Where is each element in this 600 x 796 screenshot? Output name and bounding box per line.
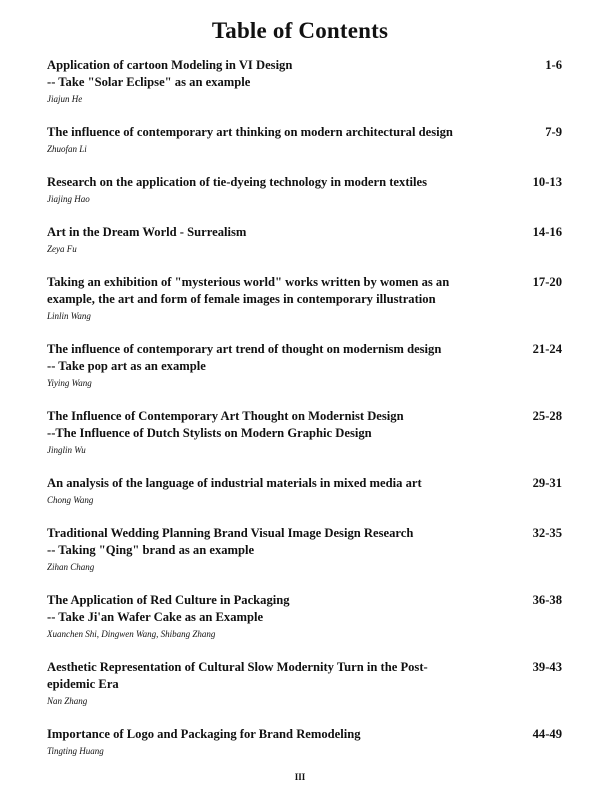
toc-entry-pages: 21-24 [532, 342, 562, 356]
toc-entry-title: The Influence of Contemporary Art Thought on Modernist Design --The Influence of Dutch Stylists on Modern Graphic Design [47, 409, 404, 440]
toc-entry-title: The influence of contemporary art trend of thought on modernism design -- Take pop art as an example [47, 342, 442, 373]
toc-entry-title: Art in the Dream World - Surrealism [47, 225, 247, 239]
toc-entry-pages: 36-38 [532, 593, 562, 607]
toc-entry[interactable] [47, 174, 562, 206]
toc-entry-author: Yiying Wang [47, 378, 92, 388]
toc-entry-author: Zhuofan Li [47, 144, 87, 154]
toc-entry-pages: 29-31 [532, 476, 562, 490]
toc-entry-pages: 44-49 [532, 727, 562, 741]
toc-entry-pages: 1-6 [545, 58, 562, 72]
toc-list [47, 57, 562, 776]
toc-entry[interactable] [47, 124, 562, 156]
toc-entry-author: Chong Wang [47, 495, 94, 505]
toc-entry[interactable] [47, 408, 562, 457]
toc-entry-author: Zeya Fu [47, 244, 77, 254]
toc-entry[interactable] [47, 592, 562, 641]
toc-entry[interactable] [47, 726, 562, 758]
toc-entry-pages: 25-28 [532, 409, 562, 423]
toc-entry-pages: 32-35 [532, 526, 562, 540]
toc-entry-author: Jiajing Hao [47, 194, 90, 204]
toc-entry-author: Jiajun He [47, 94, 83, 104]
toc-entry-author: Jinglin Wu [47, 445, 86, 455]
toc-entry[interactable] [47, 57, 562, 106]
toc-entry-pages: 14-16 [532, 225, 562, 239]
toc-entry-author: Xuanchen Shi, Dingwen Wang, Shibang Zhang [47, 629, 216, 639]
toc-entry-author: Linlin Wang [47, 311, 91, 321]
toc-entry-title: Taking an exhibition of "mysterious world" works written by women as an example, the art and form of female images in contemporary illustration [47, 275, 450, 306]
toc-entry-pages: 17-20 [532, 275, 562, 289]
toc-entry-title: Importance of Logo and Packaging for Brand Remodeling [47, 727, 361, 741]
toc-entry[interactable] [47, 475, 562, 507]
toc-entry-title: Application of cartoon Modeling in VI Design -- Take "Solar Eclipse" as an example [47, 58, 293, 89]
page-title: Table of Contents [211, 18, 389, 43]
toc-entry-author: Zihan Chang [47, 562, 95, 572]
toc-entry[interactable] [47, 224, 562, 256]
toc-entry-pages: 39-43 [532, 660, 562, 674]
toc-entry-title: Aesthetic Representation of Cultural Slow Modernity Turn in the Post- epidemic Era [47, 660, 428, 691]
toc-entry-pages: 10-13 [532, 175, 562, 189]
page-number: III [294, 772, 306, 782]
toc-entry[interactable] [47, 341, 562, 390]
toc-entry[interactable] [47, 274, 562, 323]
toc-entry-title: Traditional Wedding Planning Brand Visual Image Design Research -- Taking "Qing" brand as an example [47, 526, 414, 557]
toc-entry-author: Tingting Huang [47, 746, 104, 756]
toc-entry-author: Nan Zhang [47, 696, 88, 706]
toc-entry-title: The influence of contemporary art thinking on modern architectural design [47, 125, 453, 139]
toc-entry-pages: 7-9 [545, 125, 562, 139]
toc-entry-title: Research on the application of tie-dyeing technology in modern textiles [47, 175, 428, 189]
toc-entry[interactable] [47, 659, 562, 708]
toc-entry-title: An analysis of the language of industrial materials in mixed media art [47, 476, 422, 490]
toc-entry[interactable] [47, 525, 562, 574]
toc-entry-title: The Application of Red Culture in Packaging -- Take Ji'an Wafer Cake as an Example [47, 593, 290, 624]
